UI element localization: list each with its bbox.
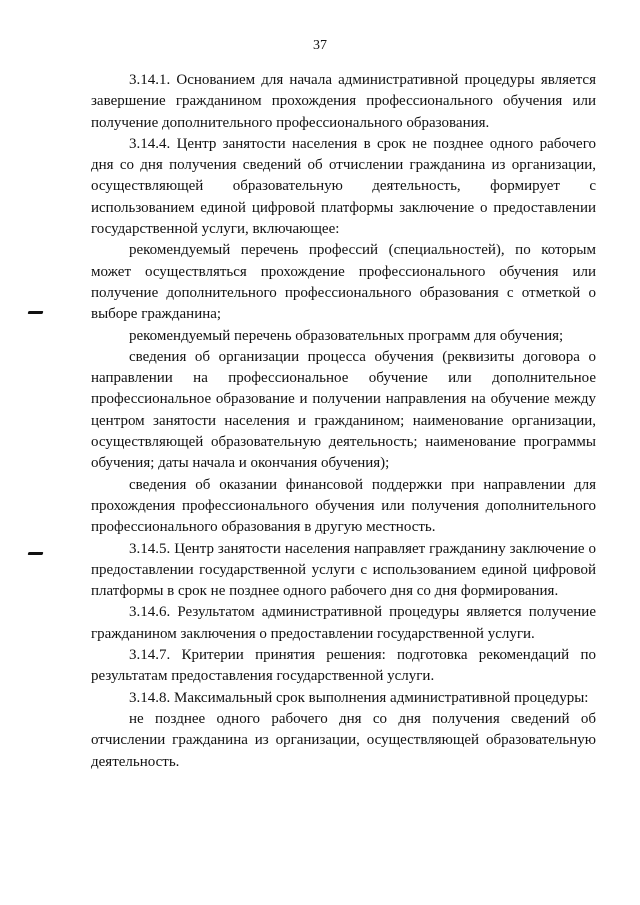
list-item-financial-support: сведения об оказании финансовой поддержки при направлении для прохождения профессионального обучения или получения дополнительного профессионального образования в другую местность. — [91, 476, 596, 536]
list-item-programs: рекомендуемый перечень образовательных программ для обучения; — [129, 327, 564, 344]
page-number: 37 — [313, 38, 327, 53]
list-item-professions: рекомендуемый перечень профессий (специальностей), по которым может осуществляться прохождение профессионального обучения или получение дополнительного профессионального образования с отметкой о выборе гражданина; — [91, 242, 596, 323]
margin-mark — [28, 311, 44, 314]
paragraph-3-14-7: 3.14.7. Критерии принятия решения: подготовка рекомендаций по результатам предоставления государственной услуги. — [91, 647, 596, 685]
margin-mark — [28, 552, 44, 555]
document-body — [91, 70, 596, 773]
paragraph-deadline: не позднее одного рабочего дня со дня получения сведений об отчислении гражданина из организации, осуществляющей образовательную деятельность. — [91, 710, 596, 770]
paragraph-3-14-4: 3.14.4. Центр занятости населения в срок не позднее одного рабочего дня со дня получения сведений об отчислении гражданина из организации, осуществляющей образовательную деятельность, формирует с использованием единой цифровой платформы заключение о предоставлении государственной услуги, включающее: — [91, 135, 596, 238]
paragraph-3-14-5: 3.14.5. Центр занятости населения направляет гражданину заключение о предоставлении государственной услуги с использованием единой цифровой платформы в срок не позднее одного рабочего дня со дня формирования. — [91, 540, 596, 600]
list-item-training-process: сведения об организации процесса обучения (реквизиты договора о направлении на профессиональное обучение или дополнительное профессиональное образование и получении направления на обучение между центром занятости населения и гражданином; наименование организации, осуществляющей образовательную деятельность; наименование программы обучения; даты начала и окончания обучения); — [91, 348, 596, 472]
paragraph-3-14-1: 3.14.1. Основанием для начала административной процедуры является завершение гражданином прохождения профессионального обучения или получение дополнительного профессионального образования. — [91, 72, 596, 131]
paragraph-3-14-8: 3.14.8. Максимальный срок выполнения административной процедуры: — [129, 689, 589, 706]
paragraph-3-14-6: 3.14.6. Результатом административной процедуры является получение гражданином заключения о предоставлении государственной услуги. — [91, 604, 596, 642]
